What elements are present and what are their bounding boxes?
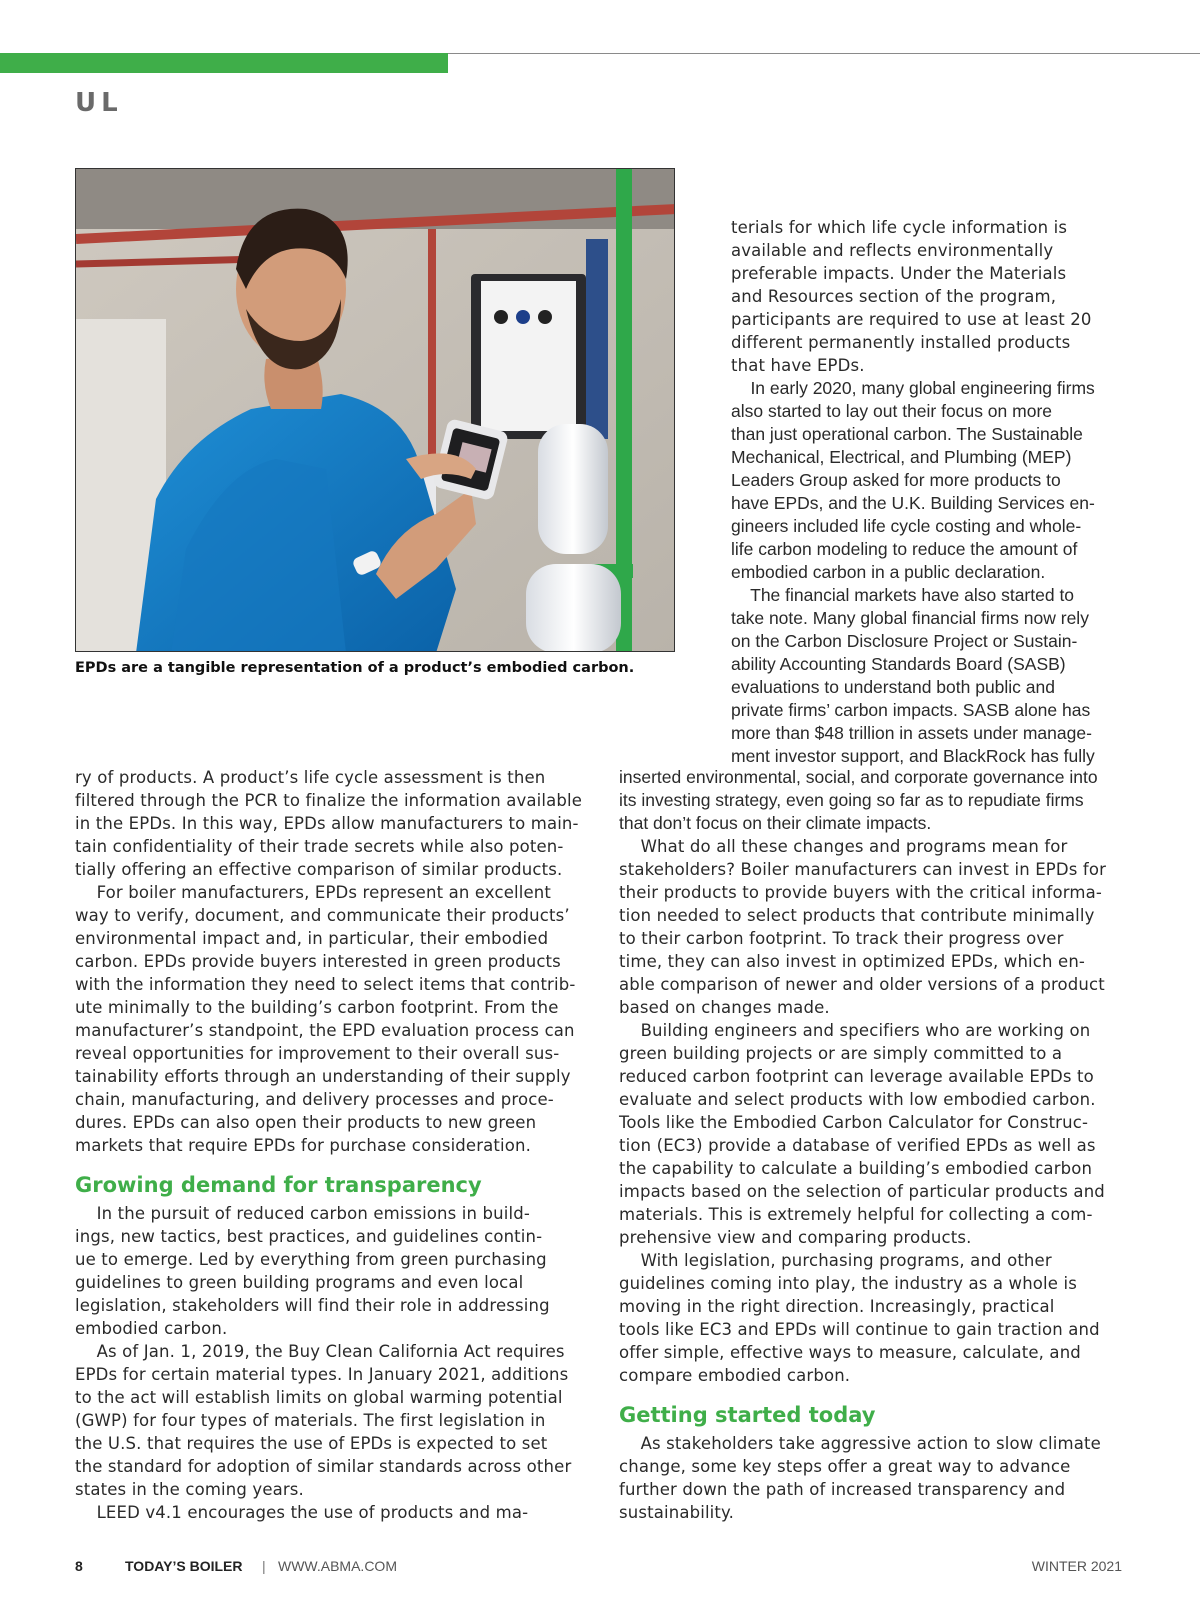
body-line: chain, manufacturing, and delivery processes and proce- [75, 1090, 554, 1109]
body-line: life carbon modeling to reduce the amount of [731, 539, 1078, 559]
body-line: ue to emerge. Led by everything from green purchasing [75, 1250, 547, 1269]
body-line: than just operational carbon. The Sustainable [731, 424, 1083, 444]
body-line: tain confidentiality of their trade secrets while also poten- [75, 837, 564, 856]
body-line: embodied carbon. [75, 1319, 228, 1338]
body-line: (GWP) for four types of materials. The first legislation in [75, 1411, 546, 1430]
body-line: their products to provide buyers with the critical informa- [619, 883, 1102, 902]
magazine-name: TODAY’S BOILER [125, 1558, 243, 1574]
website-link[interactable]: WWW.ABMA.COM [278, 1558, 397, 1574]
header-accent-bar [0, 53, 448, 73]
body-line: EPDs for certain material types. In January 2021, additions [75, 1365, 569, 1384]
body-line: As of Jan. 1, 2019, the Buy Clean California Act requires [75, 1342, 565, 1361]
body-line: tion needed to select products that contribute minimally [619, 906, 1095, 925]
body-line: ings, new tactics, best practices, and guidelines contin- [75, 1227, 543, 1246]
footer-separator: | [262, 1558, 266, 1574]
body-line: states in the coming years. [75, 1480, 304, 1499]
body-line: ry of products. A product’s life cycle assessment is then [75, 768, 546, 787]
body-line: ment investor support, and BlackRock has fully [731, 746, 1095, 766]
body-line: take note. Many global financial firms now rely [731, 608, 1089, 628]
body-line: sustainability. [619, 1503, 734, 1522]
body-line: in the EPDs. In this way, EPDs allow manufacturers to main- [75, 814, 579, 833]
body-line: reduced carbon footprint can leverage available EPDs to [619, 1067, 1094, 1086]
body-line: and Resources section of the program, [731, 287, 1057, 306]
body-line: gineers included life cycle costing and whole- [731, 516, 1082, 536]
figure-caption: EPDs are a tangible representation of a product’s embodied carbon. [75, 660, 635, 676]
body-line: offer simple, effective ways to measure, calculate, and [619, 1343, 1081, 1362]
body-line: materials. This is extremely helpful for collecting a com- [619, 1205, 1093, 1224]
body-line: compare embodied carbon. [619, 1366, 851, 1385]
body-line: inserted environmental, social, and corporate governance into [619, 767, 1098, 787]
body-line: preferable impacts. Under the Materials [731, 264, 1067, 283]
body-line: Building engineers and specifiers who are working on [619, 1021, 1091, 1040]
body-line: to their carbon footprint. To track their progress over [619, 929, 1064, 948]
body-line: evaluations to understand both public and [731, 677, 1055, 697]
section-tag: UL [75, 88, 123, 118]
body-line: terials for which life cycle information is [731, 218, 1068, 237]
body-line: different permanently installed products [731, 333, 1071, 352]
body-line: ability Accounting Standards Board (SASB) [731, 654, 1066, 674]
body-line: Mechanical, Electrical, and Plumbing (MEP) [731, 447, 1072, 467]
body-line: further down the path of increased transparency and [619, 1480, 1066, 1499]
article-photo [75, 168, 675, 652]
body-line: embodied carbon in a public declaration. [731, 562, 1046, 582]
body-line: ute minimally to the building’s carbon footprint. From the [75, 998, 559, 1017]
body-line: more than $48 trillion in assets under manage- [731, 723, 1092, 743]
section-heading: Getting started today [619, 1403, 876, 1427]
body-line: With legislation, purchasing programs, and other [619, 1251, 1052, 1270]
body-line: time, they can also invest in optimized EPDs, which en- [619, 952, 1086, 971]
body-line: tainability efforts through an understanding of their supply [75, 1067, 571, 1086]
body-line: prehensive view and comparing products. [619, 1228, 972, 1247]
body-line: that don’t focus on their climate impacts. [619, 813, 932, 833]
body-line: carbon. EPDs provide buyers interested in green products [75, 952, 561, 971]
body-line: way to verify, document, and communicate their products’ [75, 906, 570, 925]
body-line: moving in the right direction. Increasingly, practical [619, 1297, 1055, 1316]
body-line: the U.S. that requires the use of EPDs is expected to set [75, 1434, 548, 1453]
body-line: on the Carbon Disclosure Project or Sustain- [731, 631, 1078, 651]
body-line: that have EPDs. [731, 356, 865, 375]
body-line: green building projects or are simply committed to a [619, 1044, 1063, 1063]
body-line: Leaders Group asked for more products to [731, 470, 1061, 490]
body-line: change, some key steps offer a great way to advance [619, 1457, 1071, 1476]
body-line: tion (EC3) provide a database of verified EPDs as well as [619, 1136, 1096, 1155]
body-line: filtered through the PCR to finalize the information available [75, 791, 583, 810]
body-line: stakeholders? Boiler manufacturers can invest in EPDs for [619, 860, 1107, 879]
page-number: 8 [75, 1558, 83, 1574]
body-line: based on changes made. [619, 998, 830, 1017]
body-line: The financial markets have also started to [731, 585, 1075, 605]
body-line: available and reflects environmentally [731, 241, 1054, 260]
body-line: have EPDs, and the U.K. Building Services en- [731, 493, 1095, 513]
body-line: dures. EPDs can also open their products to new green [75, 1113, 537, 1132]
body-line: For boiler manufacturers, EPDs represent an excellent [75, 883, 552, 902]
body-line: the standard for adoption of similar standards across other [75, 1457, 572, 1476]
body-line: tools like EC3 and EPDs will continue to gain traction and [619, 1320, 1100, 1339]
body-line: LEED v4.1 encourages the use of products and ma- [75, 1503, 529, 1522]
body-line: Tools like the Embodied Carbon Calculator for Construc- [619, 1113, 1089, 1132]
body-line: to the act will establish limits on global warming potential [75, 1388, 563, 1407]
body-line: impacts based on the selection of particular products and [619, 1182, 1105, 1201]
body-line: guidelines to green building programs and even local [75, 1273, 524, 1292]
section-heading: Growing demand for transparency [75, 1173, 482, 1197]
body-line: participants are required to use at least 20 [731, 310, 1092, 329]
body-line: As stakeholders take aggressive action to slow climate [619, 1434, 1101, 1453]
body-line: guidelines coming into play, the industry as a whole is [619, 1274, 1077, 1293]
body-line: evaluate and select products with low embodied carbon. [619, 1090, 1096, 1109]
header-rule [448, 53, 1200, 54]
body-line: tially offering an effective comparison of similar products. [75, 860, 563, 879]
body-line: also started to lay out their focus on more [731, 401, 1052, 421]
body-line: environmental impact and, in particular, their embodied [75, 929, 549, 948]
body-line: manufacturer’s standpoint, the EPD evaluation process can [75, 1021, 575, 1040]
issue-date: WINTER 2021 [1031, 1558, 1122, 1574]
body-line: the capability to calculate a building’s embodied carbon [619, 1159, 1093, 1178]
body-line: In the pursuit of reduced carbon emissions in build- [75, 1204, 530, 1223]
body-line: In early 2020, many global engineering firms [731, 378, 1095, 398]
body-line: its investing strategy, even going so far as to repudiate firms [619, 790, 1084, 810]
body-line: markets that require EPDs for purchase consideration. [75, 1136, 532, 1155]
body-line: legislation, stakeholders will find their role in addressing [75, 1296, 550, 1315]
body-line: What do all these changes and programs mean for [619, 837, 1068, 856]
body-line: reveal opportunities for improvement to their overall sus- [75, 1044, 560, 1063]
body-line: private firms’ carbon impacts. SASB alone has [731, 700, 1091, 720]
body-line: able comparison of newer and older versions of a product [619, 975, 1105, 994]
body-line: with the information they need to select items that contrib- [75, 975, 576, 994]
